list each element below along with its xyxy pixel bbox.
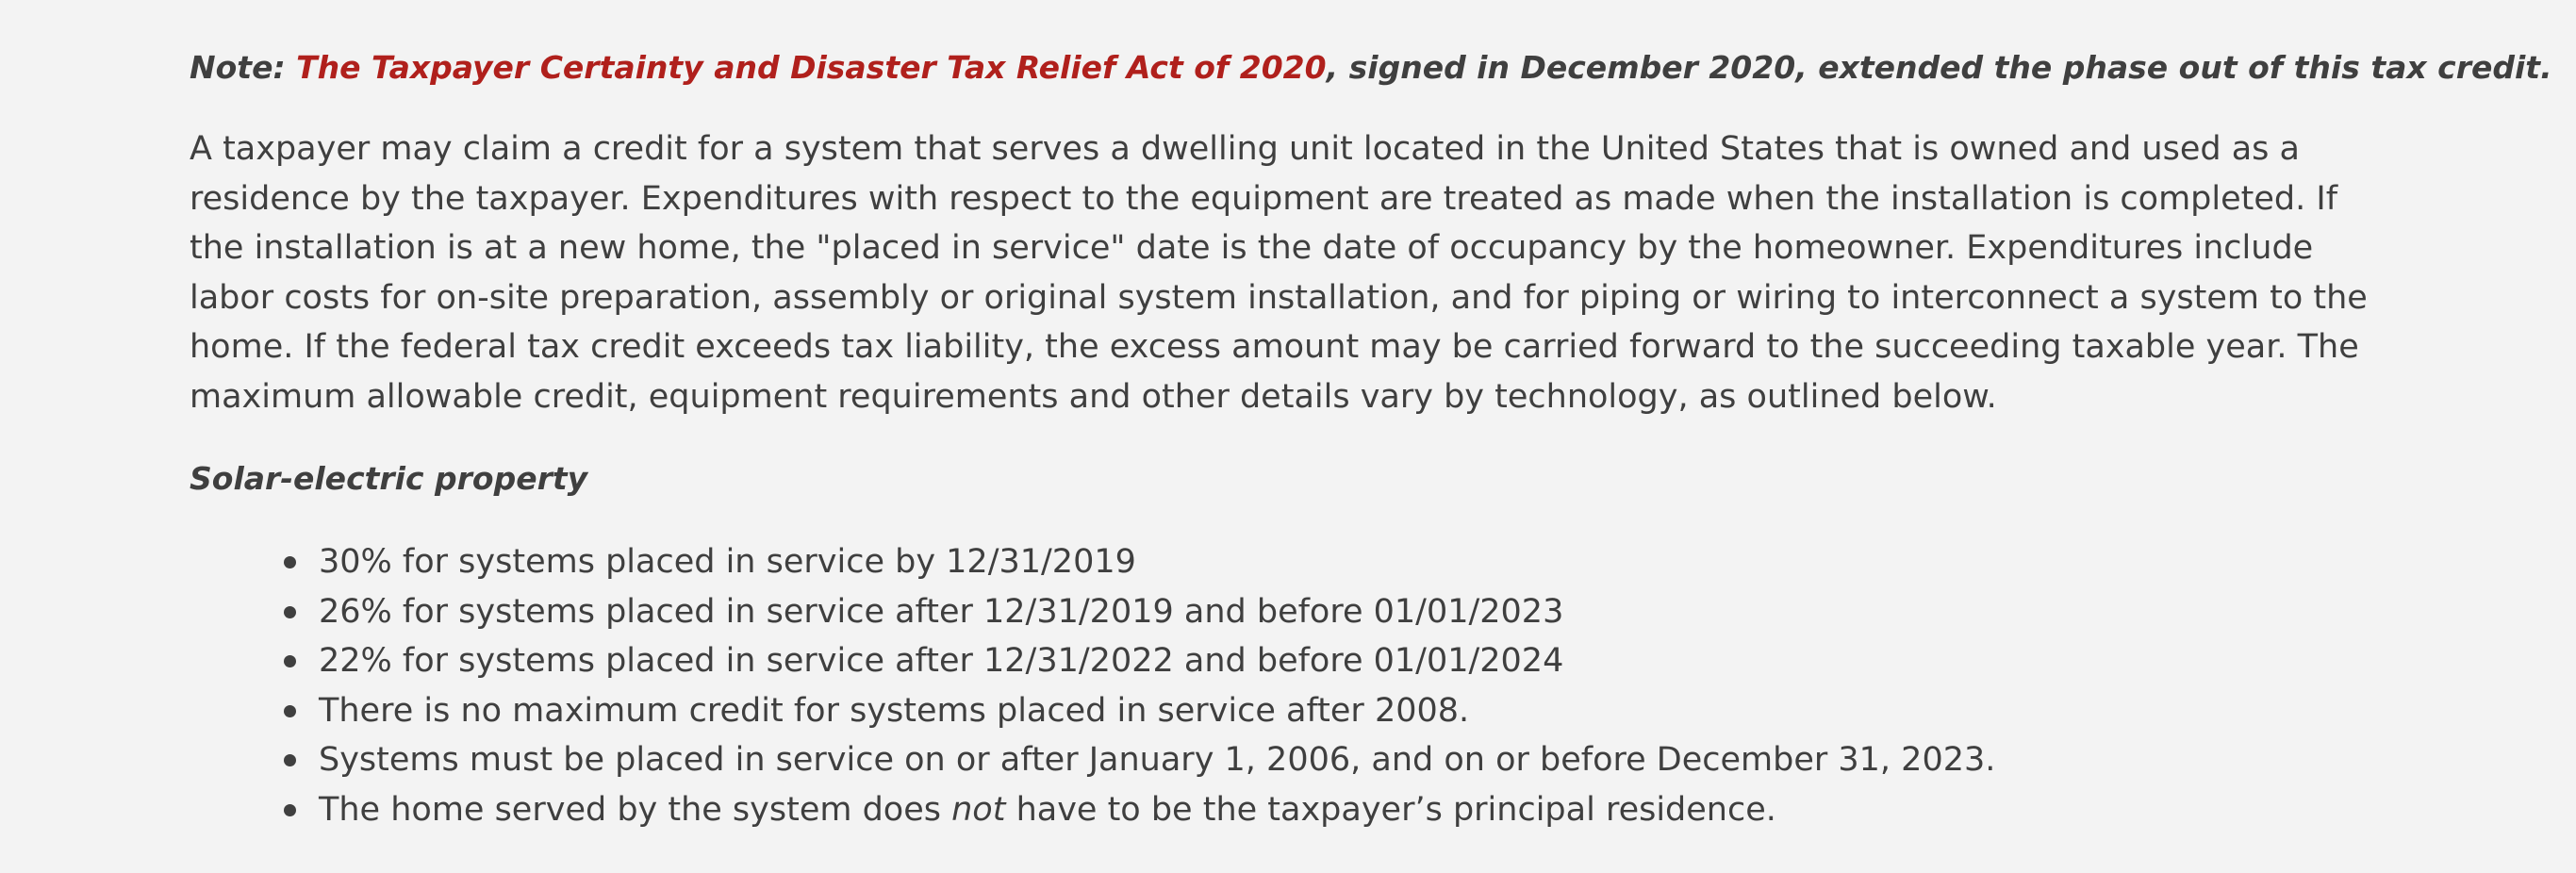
bullet-icon (284, 705, 296, 717)
list-item (284, 735, 2358, 785)
section-heading-solar-electric: Solar-electric property (190, 460, 588, 497)
bullet-icon (284, 606, 296, 618)
note-rest: , signed in December 2020, extended the phase out of this tax credit. (1326, 49, 2552, 86)
list-item-text: There is no maximum credit for systems placed in service after 2008. (319, 691, 1470, 730)
bullet-icon (284, 804, 296, 816)
note-paragraph (190, 46, 2552, 90)
intro-paragraph: A taxpayer may claim a credit for a system that serves a dwelling unit located in the United States that is owned and used as a residence by the taxpayer. Expenditures with respect to the equipment are treated as made when the installation is completed. If the installation is at a new home, the "placed in service" date is the date of occupancy by the homeowner. Expenditures include labor costs for on-site preparation, assembly or original system installation, and for piping or wiring to interconnect a system to the home. If the federal tax credit exceeds tax liability, the excess amount may be carried forward to the succeeding taxable year. The maximum allowable credit, equipment requirements and other details vary by technology, as outlined below. (190, 130, 2368, 416)
list-item-text-after: have to be the taxpayer’s principal residence. (1005, 790, 1776, 829)
list-item (284, 587, 2358, 637)
list-item (284, 785, 2358, 835)
list-item-text: Systems must be placed in service on or after January 1, 2006, and on or before December 31, 2023. (319, 741, 1996, 780)
list-item-text: 30% for systems placed in service by 12/31/2019 (319, 543, 1136, 581)
list-item-text: 26% for systems placed in service after 12/31/2019 and before 01/01/2023 (319, 592, 1564, 631)
list-item (284, 686, 2358, 736)
note-label: Note: (190, 49, 297, 86)
list-item-emphasis: not (951, 790, 1006, 829)
bullet-icon (284, 655, 296, 667)
bullet-icon (284, 754, 296, 766)
bullet-icon (284, 556, 296, 568)
list-item (284, 636, 2358, 686)
list-item-text-before: The home served by the system does (319, 790, 952, 829)
solar-electric-list (284, 537, 2358, 835)
list-item-text: 22% for systems placed in service after 12/31/2022 and before 01/01/2024 (319, 642, 1564, 681)
list-item (284, 537, 2358, 587)
tax-relief-act-link[interactable]: The Taxpayer Certainty and Disaster Tax Relief Act of 2020 (296, 49, 1327, 86)
